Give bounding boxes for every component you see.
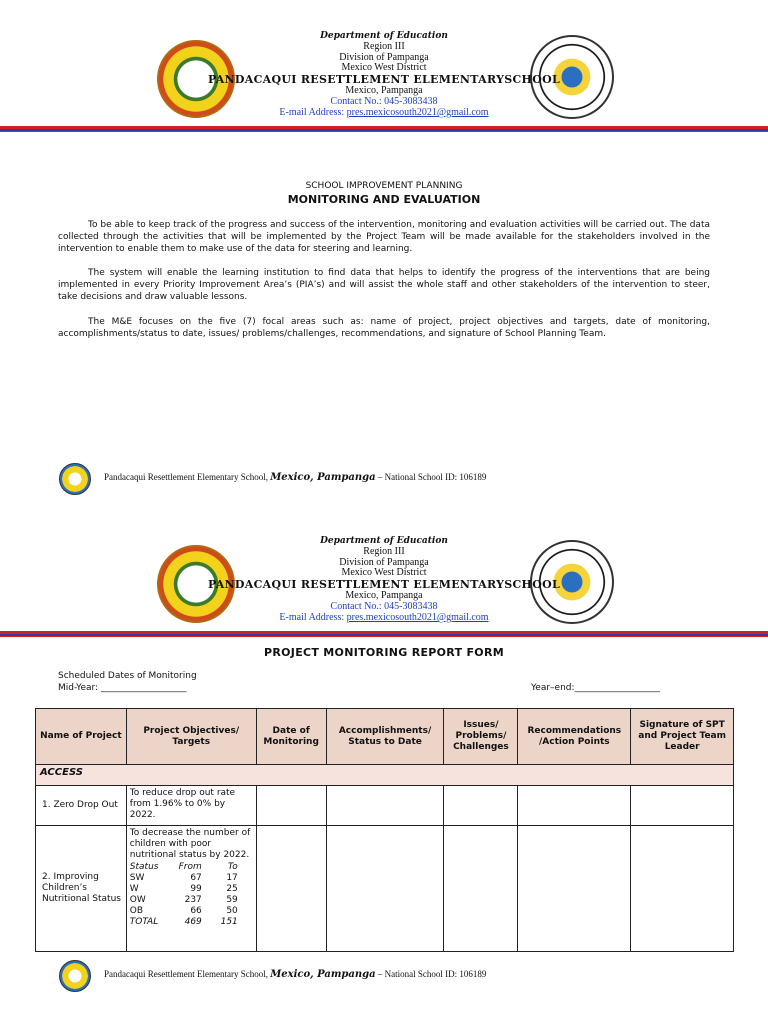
letterhead <box>0 505 768 630</box>
project-objective: To reduce drop out rate from 1.96% to 0% by 2022. <box>126 786 256 826</box>
divider-red-thin <box>0 131 768 132</box>
signature-cell[interactable] <box>631 826 734 952</box>
email-label: E-mail Address: <box>279 612 347 623</box>
status-total-to: 151 <box>220 917 238 927</box>
contact-number: Contact No.: 045-3083438 <box>330 96 438 107</box>
footer-location: Mexico, Pampanga <box>270 472 376 483</box>
email-line <box>0 108 768 118</box>
status-to: 50 <box>226 906 238 916</box>
status-label: OW <box>129 895 146 905</box>
status-to: 17 <box>226 873 238 883</box>
email-label: E-mail Address: <box>279 107 347 118</box>
divider-red-thin <box>0 636 768 637</box>
division: Division of Pampanga <box>339 52 429 63</box>
project-objective-cell <box>126 826 256 952</box>
school-address: Mexico, Pampanga <box>345 590 423 601</box>
footer-prefix: Pandacaqui Resettlement Elementary School, <box>104 969 271 979</box>
section-title: MONITORING AND EVALUATION <box>287 193 481 206</box>
status-from: 67 <box>190 873 202 883</box>
table-row <box>36 826 734 952</box>
col-header-accomplishments: Accomplishments/ Status to Date <box>326 709 444 765</box>
district: Mexico West District <box>341 62 427 73</box>
col-header-recommendations: Recommendations /Action Points <box>518 709 631 765</box>
status-total-label: TOTAL <box>129 917 159 927</box>
project-name: 1. Zero Drop Out <box>36 786 127 826</box>
table-header-row <box>36 709 734 765</box>
contact-number: Contact No.: 045-3083438 <box>330 601 438 612</box>
project-objective: To decrease the number of children with poor nutritional status by 2022. <box>129 828 251 860</box>
form-title: PROJECT MONITORING REPORT FORM <box>264 646 504 659</box>
status-header-from: From <box>178 862 202 872</box>
page-footer <box>0 463 768 493</box>
region: Region III <box>363 41 405 52</box>
department-name: Department of Education <box>320 536 448 546</box>
section-label: ACCESS <box>36 765 734 786</box>
recommendations-cell[interactable] <box>518 826 631 952</box>
accomplishments-cell[interactable] <box>326 826 444 952</box>
footer-prefix: Pandacaqui Resettlement Elementary School, <box>104 472 271 482</box>
date-cell[interactable] <box>256 786 326 826</box>
school-name: PANDACAQUI RESETTLEMENT ELEMENTARYSCHOOL <box>207 73 561 86</box>
project-name: 2. Improving Children’s Nutritional Status <box>36 826 127 952</box>
status-header-status: Status <box>129 862 159 872</box>
date-cell[interactable] <box>256 826 326 952</box>
col-header-name: Name of Project <box>36 709 127 765</box>
email-line <box>0 613 768 623</box>
status-from: 66 <box>190 906 202 916</box>
status-row <box>130 906 253 917</box>
midyear-field[interactable]: Mid-Year: ___________________ <box>58 683 187 693</box>
paragraph-2: The system will enable the learning institution to find data that helps to identify the progress of the interventions that are being implemented in every Priority Improvement Area’s (PIA’s) and will assist the whole staff and other stakeholders of the intervention to steer, take decisions and draw valuable lessons. <box>58 268 710 302</box>
department-name: Department of Education <box>320 31 448 41</box>
district: Mexico West District <box>341 567 427 578</box>
status-row <box>130 884 253 895</box>
paragraph-1: To be able to keep track of the progress and success of the intervention, monitoring and evaluation activities will be carried out. The data collected through the activities that will be implemented by the Project Team will be made available for the stakeholders involved in the intervention to enable them to make use of the data for steering and learning. <box>58 220 710 254</box>
issues-cell[interactable] <box>444 786 518 826</box>
status-label: SW <box>129 873 145 883</box>
col-header-objectives: Project Objectives/ Targets <box>126 709 256 765</box>
signature-cell[interactable] <box>631 786 734 826</box>
page-1 <box>0 0 768 500</box>
section-subtitle: SCHOOL IMPROVEMENT PLANNING <box>305 181 463 191</box>
page-2 <box>0 505 768 1024</box>
status-total-from: 469 <box>184 917 202 927</box>
status-total-row <box>130 917 253 928</box>
accomplishments-cell[interactable] <box>326 786 444 826</box>
page-footer <box>0 960 768 990</box>
col-header-date: Date of Monitoring <box>256 709 326 765</box>
status-table <box>130 862 253 928</box>
status-row <box>130 895 253 906</box>
recommendations-cell[interactable] <box>518 786 631 826</box>
status-from: 99 <box>190 884 202 894</box>
footer-seal-icon <box>59 463 91 495</box>
status-to: 59 <box>226 895 238 905</box>
status-from: 237 <box>184 895 202 905</box>
email-link[interactable]: pres.mexicosouth2021@gmail.com <box>346 612 489 623</box>
letterhead <box>0 0 768 125</box>
table-row <box>36 786 734 826</box>
scheduled-dates-label: Scheduled Dates of Monitoring <box>58 671 197 681</box>
col-header-issues: Issues/ Problems/ Challenges <box>444 709 518 765</box>
status-to: 25 <box>226 884 238 894</box>
school-name: PANDACAQUI RESETTLEMENT ELEMENTARYSCHOOL <box>207 578 561 591</box>
footer-text <box>104 472 486 483</box>
school-address: Mexico, Pampanga <box>345 85 423 96</box>
status-label: OB <box>129 906 144 916</box>
division: Division of Pampanga <box>339 557 429 568</box>
status-label: W <box>129 884 139 894</box>
footer-suffix: – National School ID: 106189 <box>375 472 487 482</box>
col-header-signature: Signature of SPT and Project Team Leader <box>631 709 734 765</box>
paragraph-3: The M&E focuses on the five (7) focal areas such as: name of project, project objectives and targets, date of monitoring, accomplishments/status to date, issues/ problems/challenges, recommendations, and signature of School Planning Team. <box>58 317 710 339</box>
monitoring-table <box>35 708 734 952</box>
email-link[interactable]: pres.mexicosouth2021@gmail.com <box>346 107 489 118</box>
status-header <box>130 862 253 873</box>
yearend-field[interactable]: Year–end:___________________ <box>531 683 661 693</box>
status-row <box>130 873 253 884</box>
section-row-access <box>36 765 734 786</box>
status-header-to: To <box>227 862 238 872</box>
region: Region III <box>363 546 405 557</box>
footer-text <box>104 969 486 980</box>
footer-suffix: – National School ID: 106189 <box>375 969 487 979</box>
footer-location: Mexico, Pampanga <box>270 969 376 980</box>
footer-seal-icon <box>59 960 91 992</box>
issues-cell[interactable] <box>444 826 518 952</box>
